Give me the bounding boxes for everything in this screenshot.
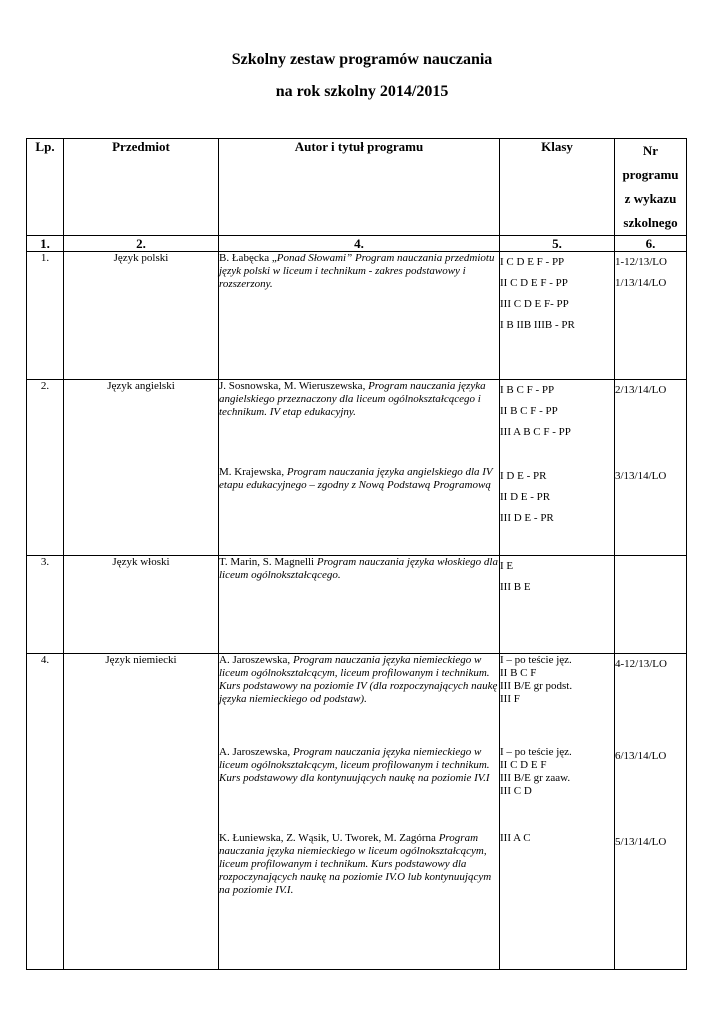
author-cell	[219, 556, 500, 654]
classes-entry	[500, 380, 614, 466]
program-title: Program nauczania języka angielskiego przeznaczony dla liceum ogólnokształcącego i technikum. IV etap edukacyjny.	[219, 380, 486, 418]
header-row	[27, 139, 687, 236]
column-number: 5.	[500, 236, 615, 252]
program-title: Program nauczania języka niemieckiego w liceum ogólnokształcącym, liceum profilowanym i technikum. Kurs podstawowy na poziomie IV (dla rozpoczynających naukę języka niemieckiego od podstaw).	[219, 654, 498, 705]
header-classes: Klasy	[500, 139, 615, 236]
author-cell	[219, 654, 500, 970]
title-line-2: na rok szkolny 2014/2015	[275, 83, 449, 100]
program-number: 3/13/14/LO	[615, 470, 667, 482]
class-item: I E	[500, 560, 514, 572]
program-number-cell	[615, 654, 687, 970]
program-number: 1/13/14/LO	[615, 277, 667, 289]
classes-entry	[500, 252, 614, 336]
class-item: III B/E gr zaaw.	[500, 772, 571, 784]
header-subject: Przedmiot	[64, 139, 219, 236]
column-number: 6.	[615, 236, 687, 252]
subject-name: Język włoski	[64, 556, 219, 654]
program-entry	[219, 654, 499, 746]
subject-name: Język polski	[64, 252, 219, 380]
program-author: J. Sosnowska, M. Wieruszewska,	[219, 380, 369, 392]
program-title: Ponad Słowami” Program nauczania przedmiotu język polski w liceum i technikum - zakres podstawowy i rozszerzony.	[219, 252, 495, 290]
program-entry	[219, 466, 499, 492]
class-item: I B C F - PP	[500, 384, 555, 396]
program-number: 2/13/14/LO	[615, 384, 667, 396]
class-item: II C D E F - PP	[500, 277, 568, 289]
row-number: 2.	[27, 380, 64, 556]
class-item: II C D E F	[500, 759, 547, 771]
class-item: III B E	[500, 581, 531, 593]
program-entry	[219, 556, 499, 582]
classes-entry	[500, 746, 614, 832]
column-number: 4.	[219, 236, 500, 252]
column-number: 1.	[27, 236, 64, 252]
subject-name: Język niemiecki	[64, 654, 219, 970]
program-number-cell	[615, 252, 687, 380]
program-title: Program nauczania języka niemieckiego w liceum ogólnokształcącym, liceum profilowanym i technikum. Kurs podstawowy dla rozpoczynających naukę na poziomie IV.O lub kontynuującym na poziomie IV.I.	[219, 832, 492, 896]
classes-entry	[500, 832, 614, 845]
table-body	[27, 252, 687, 970]
program-author: M. Krajewska,	[219, 466, 287, 478]
column-number: 2.	[64, 236, 219, 252]
row-number: 3.	[27, 556, 64, 654]
header-author: Autor i tytuł programu	[219, 139, 500, 236]
program-number: 6/13/14/LO	[615, 750, 667, 762]
classes-entry	[500, 556, 614, 598]
class-item: III A C	[500, 832, 531, 844]
program-number-cell	[615, 380, 687, 556]
program-author: B. Łabęcka „	[219, 252, 277, 264]
header-nr-line: szkolnego	[623, 215, 678, 230]
author-cell	[219, 380, 500, 556]
header-lp: Lp.	[27, 139, 64, 236]
program-number-entry	[615, 746, 686, 832]
class-item: III F	[500, 693, 520, 705]
class-item: III D E - PR	[500, 512, 554, 524]
program-number: 1-12/13/LO	[615, 256, 667, 268]
program-title: Program nauczania języka niemieckiego w liceum ogólnokształcącym, liceum profilowanym i technikum. Kurs podstawowy dla kontynuujących naukę na poziomie IV.I	[219, 746, 490, 784]
program-number-entry	[615, 380, 686, 466]
classes-entry	[500, 466, 614, 529]
class-item: III B/E gr podst.	[500, 680, 573, 692]
program-author: T. Marin, S. Magnelli	[219, 556, 317, 568]
class-item: I – po teście jęz.	[500, 654, 572, 666]
class-item: II B C F - PP	[500, 405, 558, 417]
classes-cell	[500, 556, 615, 654]
title-line-1: Szkolny zestaw programów nauczania	[231, 51, 493, 68]
header-nr-line: programu	[622, 167, 679, 182]
program-title: Program nauczania języka włoskiego dla liceum ogólnokształcącego.	[219, 556, 498, 581]
table-row	[27, 252, 687, 380]
classes-cell	[500, 654, 615, 970]
program-number: 4-12/13/LO	[615, 658, 667, 670]
class-item: I D E - PR	[500, 470, 547, 482]
program-number: 5/13/14/LO	[615, 836, 667, 848]
document-title	[0, 50, 724, 102]
class-item: III A B C F - PP	[500, 426, 571, 438]
program-number-entry	[615, 252, 686, 294]
program-title: Program nauczania języka angielskiego dla IV etapu edukacyjnego – zgodny z Nową Podstawą Programową	[219, 466, 493, 491]
header-nr-line: z wykazu	[624, 191, 677, 206]
classes-cell	[500, 380, 615, 556]
classes-entry	[500, 654, 614, 746]
class-item: II D E - PR	[500, 491, 551, 503]
row-number: 1.	[27, 252, 64, 380]
class-item: III C D	[500, 785, 532, 797]
header-program-number	[615, 139, 687, 236]
program-entry	[219, 832, 499, 897]
class-item: I C D E F - PP	[500, 256, 565, 268]
program-number-entry	[615, 654, 686, 746]
program-author: A. Jaroszewska,	[219, 746, 293, 758]
table-row	[27, 380, 687, 556]
class-item: III C D E F- PP	[500, 298, 569, 310]
row-number: 4.	[27, 654, 64, 970]
class-item: I – po teście jęz.	[500, 746, 572, 758]
class-item: II B C F	[500, 667, 537, 679]
column-number-row	[27, 236, 687, 252]
program-entry	[219, 746, 499, 832]
program-table	[26, 138, 687, 970]
program-number-cell	[615, 556, 687, 654]
program-number-entry	[615, 466, 686, 487]
table-row	[27, 654, 687, 970]
class-item: I B IIB IIIB - PR	[500, 319, 575, 331]
subject-name: Język angielski	[64, 380, 219, 556]
table-row	[27, 556, 687, 654]
author-cell	[219, 252, 500, 380]
header-nr-line: Nr	[642, 143, 659, 158]
program-number-entry	[615, 832, 686, 853]
program-author: A. Jaroszewska,	[219, 654, 293, 666]
program-author: K. Łuniewska, Z. Wąsik, U. Tworek, M. Zagórna	[219, 832, 439, 844]
program-entry	[219, 252, 499, 291]
program-entry	[219, 380, 499, 466]
classes-cell	[500, 252, 615, 380]
